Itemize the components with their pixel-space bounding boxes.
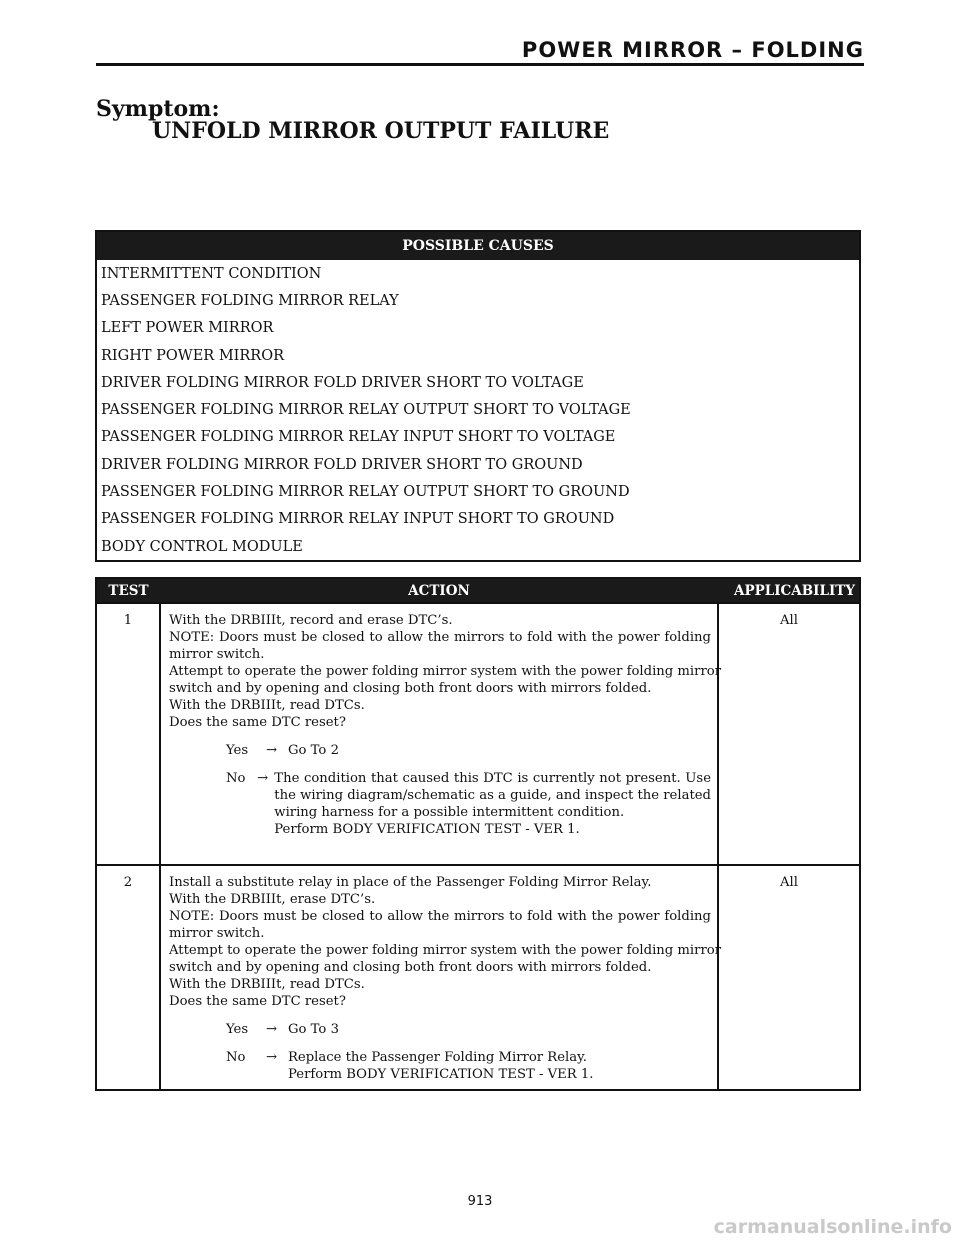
header-rule	[96, 63, 864, 66]
action-line: With the DRBIIIt, read DTCs.	[169, 977, 365, 992]
test-applicability: All	[718, 865, 860, 1090]
no-answer	[169, 1049, 711, 1083]
cause-item: BODY CONTROL MODULE	[101, 538, 303, 555]
test-applicability: All	[718, 603, 860, 865]
action-line: switch and by opening and closing both front doors with mirrors folded.	[169, 960, 652, 975]
action-line: mirror switch.	[169, 647, 265, 662]
yes-label: Yes	[226, 743, 249, 758]
cause-item: PASSENGER FOLDING MIRROR RELAY OUTPUT SHORT TO VOLTAGE	[101, 402, 631, 419]
test-number: 1	[96, 603, 160, 865]
test-row	[96, 603, 860, 865]
no-label: No	[226, 1050, 246, 1065]
cause-item: PASSENGER FOLDING MIRROR RELAY INPUT SHORT TO VOLTAGE	[101, 429, 616, 446]
yes-result: Go To 3	[288, 1022, 339, 1037]
possible-causes-table	[95, 230, 861, 562]
action-line: Does the same DTC reset?	[169, 994, 346, 1009]
watermark: carmanualsonline.info	[713, 1216, 952, 1238]
action-line: Attempt to operate the power folding mirror system with the power folding mirror	[169, 943, 721, 958]
test-action	[160, 603, 721, 865]
test-column-header: TEST	[96, 578, 160, 603]
action-line: With the DRBIIIt, erase DTC’s.	[169, 892, 376, 907]
arrow-icon: →	[266, 1050, 278, 1065]
yes-result: Go To 2	[288, 743, 339, 758]
cause-item: DRIVER FOLDING MIRROR FOLD DRIVER SHORT TO VOLTAGE	[101, 374, 584, 391]
action-line: switch and by opening and closing both front doors with mirrors folded.	[169, 681, 652, 696]
no-result-line: Perform BODY VERIFICATION TEST - VER 1.	[288, 1067, 594, 1082]
cause-item: RIGHT POWER MIRROR	[101, 347, 285, 364]
test-procedure-table	[95, 577, 861, 1091]
page-header-title: POWER MIRROR – FOLDING	[521, 38, 864, 62]
arrow-icon: →	[257, 771, 269, 786]
no-label: No	[226, 771, 246, 786]
test-action	[160, 865, 721, 1090]
symptom-title: UNFOLD MIRROR OUTPUT FAILURE	[152, 118, 610, 144]
yes-answer	[169, 742, 711, 759]
symptom-label: Symptom:	[96, 96, 220, 122]
cause-item: PASSENGER FOLDING MIRROR RELAY INPUT SHORT TO GROUND	[101, 511, 615, 528]
no-result-line: Replace the Passenger Folding Mirror Relay.	[288, 1050, 587, 1065]
no-answer	[169, 770, 711, 838]
no-result-line: The condition that caused this DTC is currently not present. Use	[274, 771, 711, 786]
action-line: With the DRBIIIt, read DTCs.	[169, 698, 365, 713]
action-line: Install a substitute relay in place of the Passenger Folding Mirror Relay.	[169, 875, 652, 890]
yes-answer	[169, 1021, 711, 1038]
action-column-header: ACTION	[160, 578, 718, 603]
cause-item: PASSENGER FOLDING MIRROR RELAY	[101, 292, 399, 309]
cause-item: PASSENGER FOLDING MIRROR RELAY OUTPUT SHORT TO GROUND	[101, 484, 630, 501]
cause-item: INTERMITTENT CONDITION	[101, 265, 322, 282]
arrow-icon: →	[266, 1022, 278, 1037]
action-line: With the DRBIIIt, record and erase DTC’s.	[169, 613, 453, 628]
action-line: NOTE: Doors must be closed to allow the mirrors to fold with the power folding	[169, 909, 711, 924]
action-line: Attempt to operate the power folding mirror system with the power folding mirror	[169, 664, 721, 679]
arrow-icon: →	[266, 743, 278, 758]
cause-item: DRIVER FOLDING MIRROR FOLD DRIVER SHORT TO GROUND	[101, 456, 583, 473]
applicability-column-header: APPLICABILITY	[718, 578, 860, 603]
test-row	[96, 865, 860, 1090]
no-result-line: the wiring diagram/schematic as a guide, and inspect the related	[274, 788, 711, 803]
action-line: mirror switch.	[169, 926, 265, 941]
yes-label: Yes	[226, 1022, 249, 1037]
no-result-line: Perform BODY VERIFICATION TEST - VER 1.	[274, 822, 580, 837]
page-number: 913	[467, 1194, 493, 1209]
action-line: NOTE: Doors must be closed to allow the mirrors to fold with the power folding	[169, 630, 711, 645]
cause-item: LEFT POWER MIRROR	[101, 320, 274, 337]
test-number: 2	[96, 865, 160, 1090]
no-result-line: wiring harness for a possible intermittent condition.	[274, 805, 625, 820]
possible-causes-heading: POSSIBLE CAUSES	[96, 231, 860, 260]
action-line: Does the same DTC reset?	[169, 715, 346, 730]
